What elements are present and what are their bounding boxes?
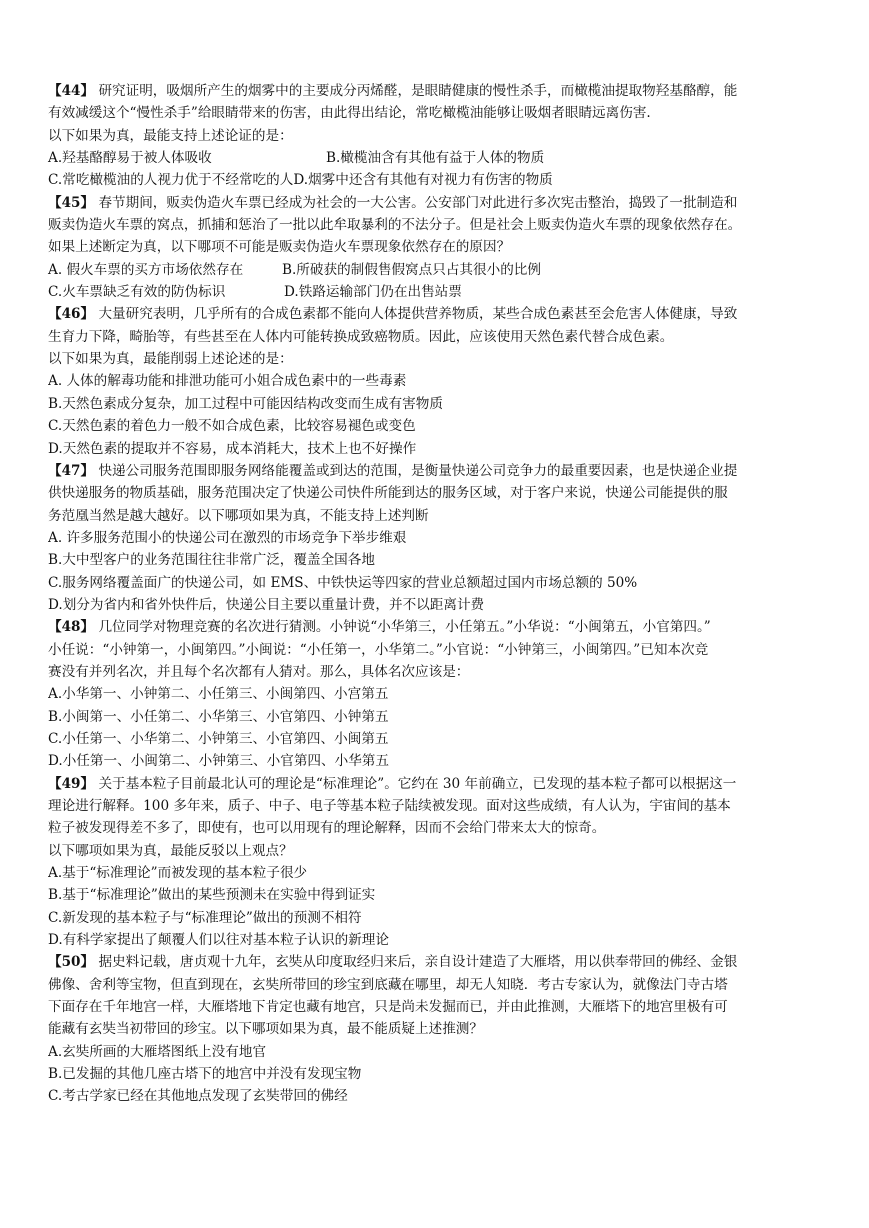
question-48	[48, 616, 821, 772]
option-a[interactable]: A.小华第一、小钟第二、小任第三、小闽第四、小宫第五	[48, 686, 389, 703]
option-c[interactable]: C.小任第一、小华第二、小钟第三、小官第四、小闽第五	[48, 730, 389, 747]
question-line: 理论进行解释。100 多年来，质子、中子、电子等基本粒子陆续被发现。面对这些成绩，有人认为，宇宙间的基本	[48, 798, 731, 814]
question-prompt: 如果上述断定为真，以下哪项不可能是贩卖伪造火车票现象依然存在的原因？	[48, 239, 511, 256]
question-line: 有效减缓这个“慢性杀手”给眼睛带来的伤害，由此得出结论，常吃橄榄油能够让吸烟者眼睛远离伤害.	[48, 105, 651, 122]
option-d[interactable]: D.烟雾中还含有其他有对视力有伤害的物质	[293, 172, 553, 189]
question-prompt: 能藏有玄奘当初带回的珍宝。以下哪项如果为真，最不能质疑上述推测？	[48, 1021, 483, 1038]
option-row	[48, 147, 821, 169]
question-line: 供快递服务的物质基础，服务范围决定了快递公司快件所能到达的服务区域，对于客户来说，快递公司能提供的服	[48, 485, 728, 502]
question-49	[48, 773, 821, 952]
question-45	[48, 192, 821, 304]
question-prompt: 以下哪项如果为真，最能反驳以上观点？	[48, 842, 293, 859]
question-line: 【45】 春节期间，贩卖伪造火车票已经成为社会的一大公害。公安部门对此进行多次宪击整治，捣毁了一批制造和	[48, 194, 738, 211]
question-line: 【44】 研究证明，吸烟所产生的烟雾中的主要成分丙烯醛，是眼睛健康的慢性杀手，而橄榄油提取物羟基酪醇，能	[48, 83, 738, 99]
question-line: 【50】 据史料记载，唐贞观十九年，玄奘从印度取经归来后，亲自设计建造了大雁塔，用以供奉带回的佛经、金银	[48, 954, 738, 971]
option-a[interactable]: A. 假火车票的买方市场依然存在	[48, 261, 244, 278]
question-prompt: 务范凰当然是越大越好。以下哪项如果为真，不能支持上述判断	[48, 507, 429, 524]
question-line: 佛像、舍利等宝物，但直到现在，玄奘所带回的珍宝到底藏在哪里，却无人知晓．考古专家认为，就像法门寺古塔	[48, 976, 728, 993]
question-47	[48, 460, 821, 616]
option-d[interactable]: D.有科学家提出了颠覆人们以往对基本粒子认识的新理论	[48, 932, 389, 949]
question-line: 下面存在千年地宫一样，大雁塔地下肯定也藏有地宫，只是尚未发掘而已，并由此推测，大雁塔下的地宫里极有可	[48, 999, 728, 1016]
option-a[interactable]: A. 人体的解毒功能和排泄功能可小姐合成色素中的一些毒素	[48, 373, 407, 390]
option-c[interactable]: C.火车票缺乏有效的防伪标识	[48, 284, 226, 301]
option-b[interactable]: B.所破获的制假售假窝点只占其很小的比例	[282, 261, 541, 278]
option-d[interactable]: D.小任第一、小闽第二、小钟第三、小官第四、小华第五	[48, 753, 389, 770]
option-b[interactable]: B.橄榄油含有其他有益于人体的物质	[326, 150, 545, 167]
question-line: 小任说：“小钟第一，小闽第四。”小闽说：“小任第一，小华第二。”小官说：“小钟第三，小闽第四。”已知本次竞	[48, 641, 709, 658]
question-line: 【49】 关于基本粒子目前最北认可的理论是“标准理论”。它约在 30 年前确立，已发现的基本粒子都可以根据这一	[48, 775, 737, 792]
question-number: 【44】	[48, 83, 95, 99]
option-a[interactable]: A. 许多服务范围小的快递公司在激烈的市场竞争下举步维艰	[48, 529, 407, 546]
question-number: 【47】	[48, 462, 95, 479]
option-a[interactable]: A.基于“标准理论”而被发现的基本粒子很少	[48, 865, 308, 882]
question-prompt: 以下如果为真，最能支持上述论证的是：	[48, 127, 293, 144]
question-number: 【46】	[48, 306, 95, 323]
option-d[interactable]: D.划分为省内和省外快件后，快递公目主要以重量计费，并不以距离计费	[48, 596, 485, 613]
option-c[interactable]: C.新发现的基本粒子与“标准理论”做出的预测不相符	[48, 909, 362, 926]
question-44	[48, 80, 821, 192]
question-46	[48, 303, 821, 459]
question-line: 粒子被发现得差不多了，即使有，也可以用现有的理论解释，因而不会给门带来太大的惊奇。	[48, 820, 606, 837]
option-a[interactable]: A.玄奘所画的大雁塔图纸上没有地官	[48, 1043, 267, 1060]
question-prompt: 以下如果为真，最能削弱上述论述的是：	[48, 351, 293, 368]
option-b[interactable]: B.天然色素成分复杂，加工过程中可能因结构改变而生成有害物质	[48, 395, 443, 412]
option-row	[48, 169, 821, 191]
option-c[interactable]: C.服务网络覆盖面广的快递公司，如 EMS、中铁快运等四家的营业总额超过国内市场总额的 50%	[48, 574, 638, 591]
option-a[interactable]: A.羟基酪醇易于被人体吸收	[48, 150, 212, 167]
option-b[interactable]: B.大中型客户的业务范围往往非常广泛，覆盖全国各地	[48, 552, 375, 569]
question-line: 【48】 几位同学对物理竞赛的名次进行猜测。小钟说“小华第三，小任第五。”小华说：“小闽第五，小官第四。”	[48, 619, 711, 636]
question-line: 【46】 大量研究表明，几乎所有的合成色素都不能向人体提供营养物质，某些合成色素甚至会危害人体健康，导致	[48, 306, 738, 323]
option-d[interactable]: D.铁路运输部门仍在出售站票	[284, 284, 462, 301]
option-row	[48, 259, 821, 281]
question-line: 生育力下降，畸胎等，有些甚至在人体内可能转换成致癌物质。因此，应该使用天然色素代替合成色素。	[48, 328, 674, 345]
option-b[interactable]: B.小闽第一、小任第二、小华第三、小官第四、小钟第五	[48, 708, 389, 725]
option-c[interactable]: C.考古学家已经在其他地点发现了玄奘带回的佛经	[48, 1088, 348, 1105]
option-c[interactable]: C.天然色素的着色力一般不如合成色素，比较容易褪色或变色	[48, 418, 416, 435]
question-prompt: 赛没有并列名次，并且每个名次都有人猜对。那么，具体名次应该是：	[48, 663, 470, 680]
question-number: 【45】	[48, 194, 95, 211]
option-b[interactable]: B.基于“标准理论”做出的某些预测未在实验中得到证实	[48, 887, 376, 904]
question-50	[48, 951, 821, 1107]
document-page	[48, 80, 821, 1108]
option-d[interactable]: D.天然色素的提取并不容易，成本消耗大，技术上也不好操作	[48, 440, 417, 457]
question-number: 【49】	[48, 775, 95, 792]
question-number: 【48】	[48, 619, 95, 636]
option-c[interactable]: C.常吃橄榄油的人视力优于不经常吃的人	[48, 172, 294, 189]
question-line: 【47】 快递公司服务范围即服务网络能覆盖或到达的范围，是衡量快递公司竞争力的最重要因素，也是快递企业提	[48, 462, 738, 479]
option-row	[48, 281, 821, 303]
option-b[interactable]: B.已发掘的其他几座古塔下的地宫中并没有发现宝物	[48, 1066, 362, 1083]
question-line: 贩卖伪造火车票的窝点，抓捕和惩治了一批以此牟取暴利的不法分子。但是社会上贩卖伪造火车票的现象依然存在。	[48, 217, 742, 234]
question-number: 【50】	[48, 954, 95, 971]
